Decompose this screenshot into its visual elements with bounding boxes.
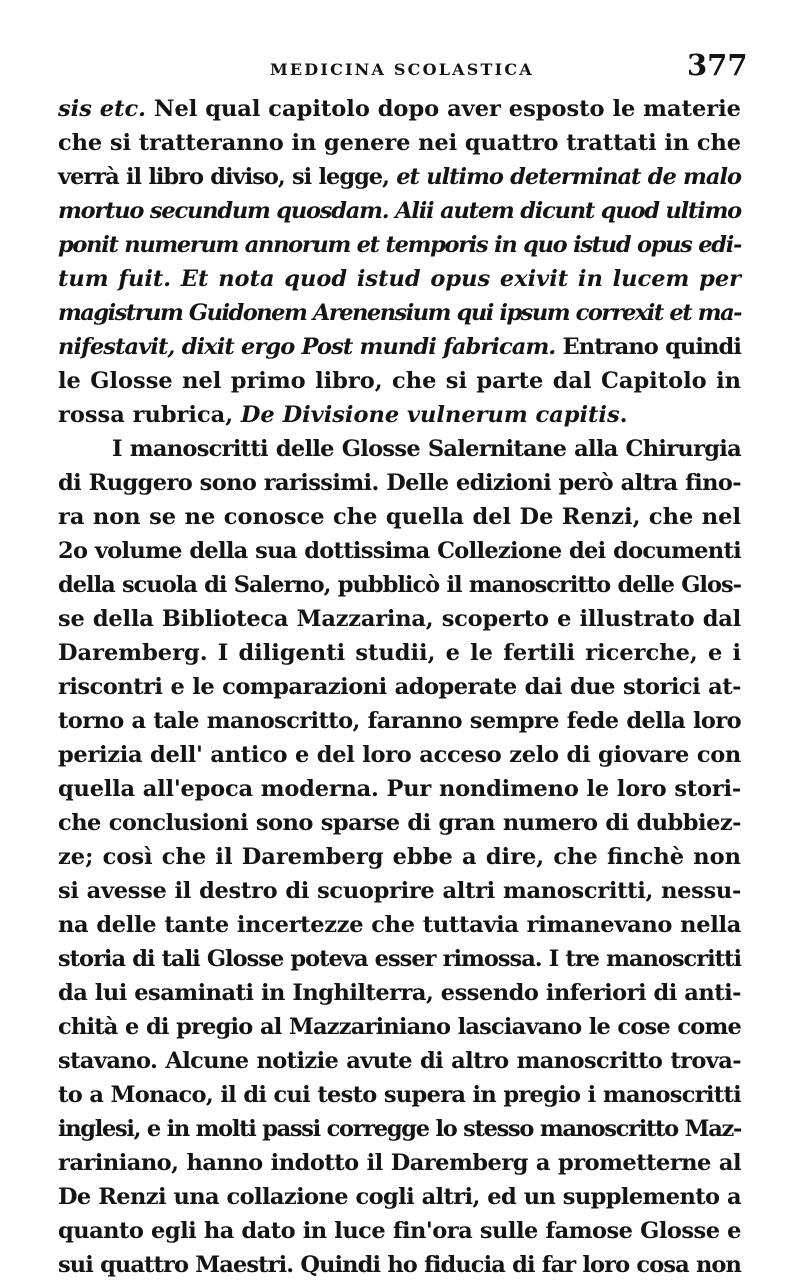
text-line: sis etc. Nel qual capitolo dopo aver esposto le materie xyxy=(58,96,741,122)
text-line: na delle tante incertezze che tuttavia rimanevano nella xyxy=(58,912,741,938)
text-line: perizia dell' antico e del loro acceso zelo di giovare con xyxy=(58,742,741,768)
text-line: nifestavit, dixit ergo Post mundi fabricam. Entrano quindi xyxy=(58,334,741,360)
text-line: riscontri e le comparazioni adoperate dai due storici at- xyxy=(58,674,741,700)
text-line: magistrum Guidonem Arenensium qui ipsum correxit et ma- xyxy=(58,300,741,326)
text-line: le Glosse nel primo libro, che si parte dal Capitolo in xyxy=(58,368,741,394)
page-number: 377 xyxy=(687,48,748,82)
text-line: torno a tale manoscritto, faranno sempre fede della loro xyxy=(58,708,741,734)
text-line: Daremberg. I diligenti studii, e le fertili ricerche, e i xyxy=(58,640,741,666)
text-line: chità e di pregio al Mazzariniano lasciavano le cose come xyxy=(58,1014,741,1040)
text-line: mortuo secundum quosdam. Alii autem dicunt quod ultimo xyxy=(58,198,741,224)
text-line: che si tratteranno in genere nei quattro trattati in che xyxy=(58,130,741,156)
text-line: verrà il libro diviso, si legge, et ultimo determinat de malo xyxy=(58,164,741,190)
text-line: inglesi, e in molti passi corregge lo stesso manoscritto Maz- xyxy=(58,1116,741,1142)
text-line: rossa rubrica, De Divisione vulnerum capitis. xyxy=(58,402,628,428)
running-head: MEDICINA SCOLASTICA xyxy=(270,60,534,79)
text-line: I manoscritti delle Glosse Salernitane alla Chirurgia xyxy=(112,436,741,462)
text-line: di Ruggero sono rarissimi. Delle edizioni però altra fino- xyxy=(58,470,741,496)
text-line: stavano. Alcune notizie avute di altro manoscritto trova- xyxy=(58,1048,741,1074)
text-line: storia di tali Glosse poteva esser rimossa. I tre manoscritti xyxy=(58,946,741,972)
text-line: tum fuit. Et nota quod istud opus exivit in lucem per xyxy=(58,266,741,292)
text-line: se della Biblioteca Mazzarina, scoperto e illustrato dal xyxy=(58,606,741,632)
text-line: quanto egli ha dato in luce fin'ora sulle famose Glosse e xyxy=(58,1218,741,1244)
text-line: sui quattro Maestri. Quindi ho fiducia di far loro cosa non xyxy=(58,1252,741,1278)
text-line: ze; così che il Daremberg ebbe a dire, che finchè non xyxy=(58,844,741,870)
text-line: ponit numerum annorum et temporis in quo istud opus edi- xyxy=(58,232,741,258)
text-line: si avesse il destro di scuoprire altri manoscritti, nessu- xyxy=(58,878,741,904)
text-line: to a Monaco, il di cui testo supera in pregio i manoscritti xyxy=(58,1082,741,1108)
text-line: che conclusioni sono sparse di gran numero di dubbiez- xyxy=(58,810,741,836)
text-line: 2o volume della sua dottissima Collezione dei documenti xyxy=(58,538,741,564)
body-text xyxy=(58,92,741,1282)
text-line: De Renzi una collazione cogli altri, ed un supplemento a xyxy=(58,1184,741,1210)
text-line: ra non se ne conosce che quella del De Renzi, che nel xyxy=(58,504,741,530)
text-line: della scuola di Salerno, pubblicò il manoscritto delle Glos- xyxy=(58,572,741,598)
text-line: rariniano, hanno indotto il Daremberg a prometterne al xyxy=(58,1150,741,1176)
text-line: quella all'epoca moderna. Pur nondimeno le loro stori- xyxy=(58,776,741,802)
text-line: da lui esaminati in Inghilterra, essendo inferiori di anti- xyxy=(58,980,741,1006)
